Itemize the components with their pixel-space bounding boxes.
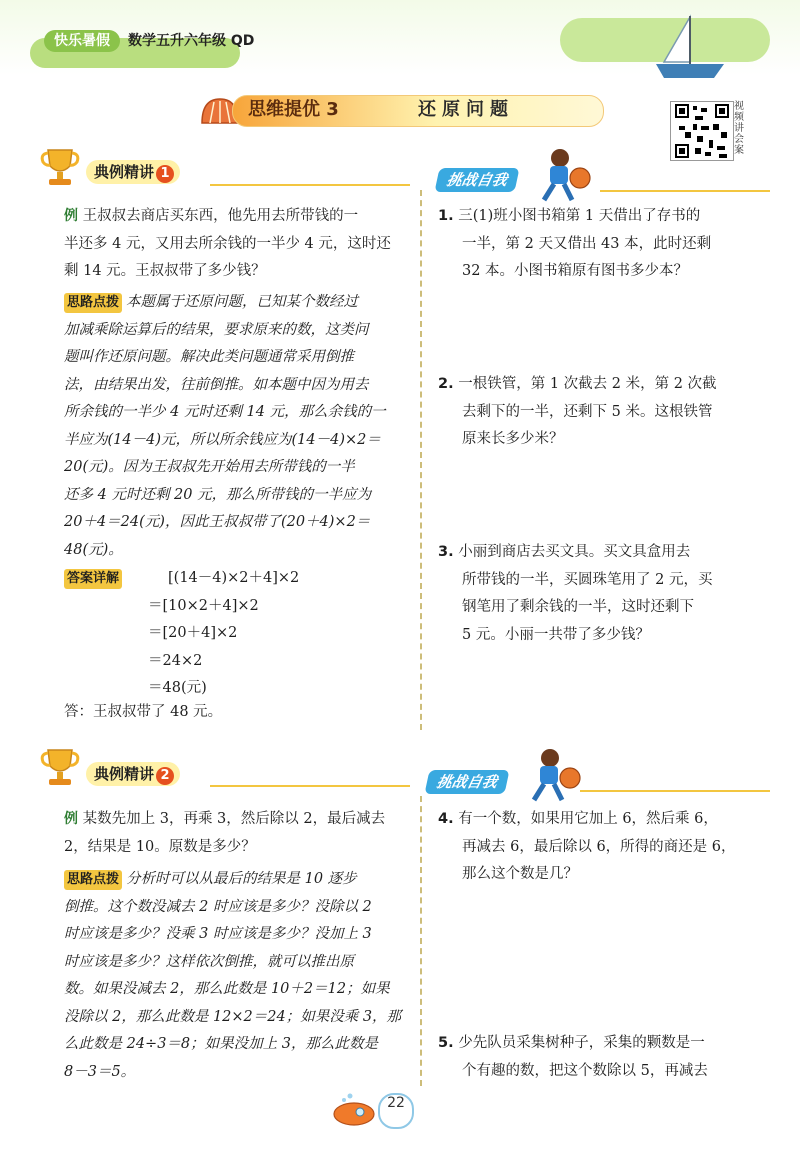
thinking-2-line: 没除以 2，那么此数是 12×2＝24；如果没乘 3，那 [64,1008,402,1025]
section-1-number: 1 [156,165,174,183]
question-4-number: 4. [438,811,454,827]
example-2-block [64,806,385,861]
example-2-marker: 例 [64,811,78,827]
thinking-2-line: 8－3＝5。 [64,1063,136,1080]
thinking-2-line: 时应该是多少？这样依次倒推，就可以推出原 [64,953,354,970]
sailboat-icon [650,12,730,82]
book-subject: 数学五升六年级 QD [128,33,255,49]
thinking-1-line: 48(元)。 [64,541,123,558]
thinking-1-line: 半应为(14－4)元，所以所余钱应为(14－4)×2＝ [64,431,381,448]
page-title-topic: 还原问题 [418,99,514,120]
basketball-boy-icon [530,146,596,204]
question-3-number: 3. [438,544,454,560]
thinking-2-line: 时应该是多少？没乘 3 时应该是多少？没加上 3 [64,926,372,942]
section-2-label [86,762,180,786]
answer-final: 答：王叔叔带了 48 元。 [64,704,223,720]
thinking-2-line: 数。如果没减去 2，那么此数是 10＋2＝12；如果 [64,981,390,997]
trophy-icon [38,746,82,788]
answer-step: [(14－4)×2＋4]×2 [168,570,300,586]
example-2-line: 例 某数先加上 3，再乘 3，然后除以 2，最后减去 [64,811,386,827]
question-2-number: 2. [438,376,454,392]
answer-step: ＝48(元) [148,680,207,696]
thinking-2-line: 思路点拨 分析时可以从最后的结果是 10 逐步 [64,866,401,894]
question-3: 3. 小丽到商店去买文具。买文具盒用去 所带钱的一半，买圆珠笔用了 2 元，买 钢笔用了剩余钱的一半，这时还剩下 5 元。小丽一共带了多少钱？ [438,544,713,643]
question-4: 4. 有一个数，如果用它加上 6，然后乘 6， 再减去 6，最后除以 6，所得的商还是 6， 那么这个数是几？ [438,811,736,882]
thinking-1-line: 加减乘除运算后的结果，要求原来的数，这类问 [64,321,369,338]
thinking-2-line: 倒推。这个数没减去 2 时应该是多少？没除以 2 [64,898,372,915]
answer-step: ＝[20＋4]×2 [148,625,238,641]
column-divider-1 [420,190,422,730]
example-1-line: 例 王叔叔去商店买东西，他先用去所带钱的一 [64,208,359,224]
question-1-number: 1. [438,208,454,224]
example-2-line: 2，结果是 10。原数是多少？ [64,838,256,855]
thinking-1-line: 题叫作还原问题。解决此类问题通常采用倒推 [64,349,354,365]
section-2-label-text: 典例精讲 [94,765,155,783]
trophy-icon [38,146,82,188]
thinking-2-line: 么此数是 24÷3＝8；如果没加上 3，那么此数是 [64,1036,378,1052]
section-1-label-text: 典例精讲 [94,163,155,181]
question-2: 2. 一根铁管，第 1 次截去 2 米，第 2 次截 去剩下的一半，还剩下 5 米。这根铁管 原来长多少米？ [438,376,717,447]
challenge-1-label: 挑战自我 [434,168,519,192]
thinking-1-line: 还多 4 元时还剩 20 元，那么所带钱的一半应为 [64,486,372,503]
question-1: 1. 三(1)班小图书箱第 1 天借出了存书的 一半，第 2 天又借出 43 本，此时还剩 32 本。小图书箱原有图书多少本？ [438,208,712,279]
thinking-1-line: 法，由结果出发，往前倒推。如本题中因为用去 [64,376,369,393]
challenge-2-rule [580,790,770,792]
section-2-rule [210,785,410,787]
section-1-label [86,160,180,184]
challenge-2-label: 挑战自我 [424,770,509,794]
submarine-fish-icon [330,1090,380,1130]
answer-step: ＝24×2 [148,652,203,669]
thinking-2-block [64,866,401,1086]
thinking-2-label: 思路点拨 [64,870,122,890]
challenge-1-rule [600,190,770,192]
example-1-line: 剩 14 元。王叔叔带了多少钱？ [64,263,266,279]
thinking-1-line: 所余钱的一半少 4 元时还剩 14 元，那么余钱的一 [64,404,386,420]
question-5: 5. 少先队员采集树种子，采集的颗数是一 个有趣的数，把这个数除以 5，再减去 [438,1035,708,1079]
page-title-level: 思维提优 3 [248,99,339,120]
answer-label: 答案详解 [64,567,126,589]
thinking-1-block [64,289,386,564]
column-divider-2 [420,796,422,1086]
example-1-marker: 例 [64,208,78,224]
answer-step: ＝[10×2＋4]×2 [148,597,259,614]
series-badge: 快乐暑假 [44,30,120,52]
thinking-1-label: 思路点拨 [64,293,122,313]
section-2-number: 2 [156,767,174,785]
answer-steps [148,565,300,703]
basketball-boy-icon [520,746,586,804]
thinking-1-line: 20(元)。因为王叔叔先开始用去所带钱的一半 [64,459,355,475]
example-1-line: 半还多 4 元，又用去所余钱的一半少 4 元，这时还 [64,235,391,252]
section-1-rule [210,184,410,186]
qr-code-icon[interactable] [670,101,734,161]
qr-caption: 视频讲会案 [734,101,744,156]
question-5-number: 5. [438,1035,454,1051]
thinking-1-line: 思路点拨 本题属于还原问题，已知某个数经过 [64,289,386,317]
example-1-block [64,203,391,286]
thinking-1-line: 20＋4＝24(元)，因此王叔叔带了(20＋4)×2＝ [64,514,371,530]
page-number: 22 [378,1093,414,1129]
